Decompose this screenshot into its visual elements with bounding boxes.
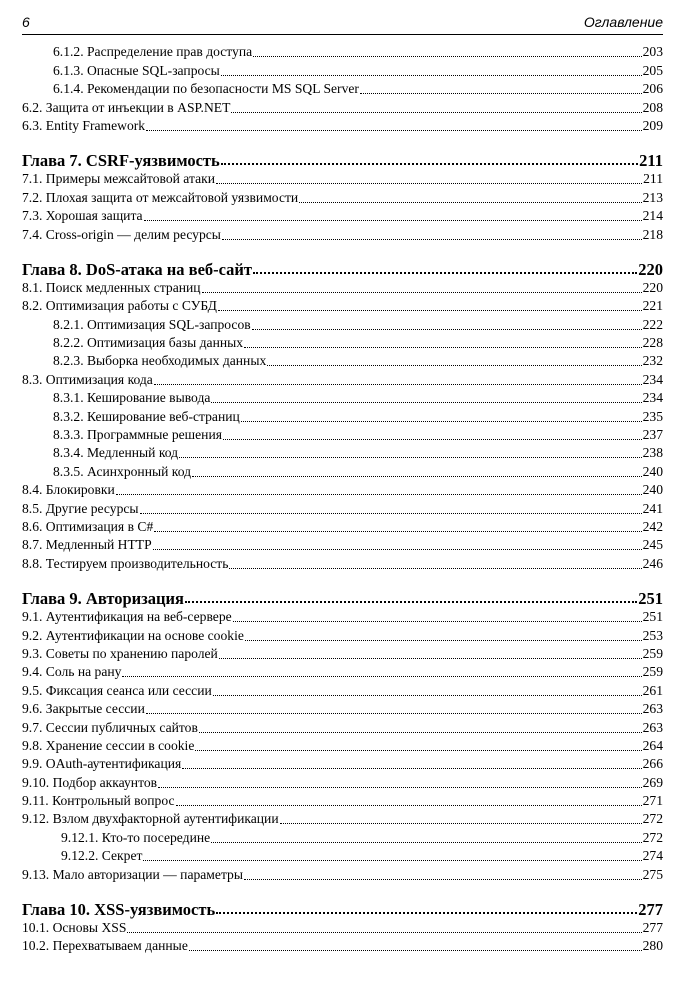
- toc-entry[interactable]: [22, 116, 663, 134]
- dot-leader: [244, 878, 642, 880]
- toc-entry[interactable]: [22, 406, 663, 424]
- toc-entry-title: 10.2. Перехватываем данные: [22, 938, 188, 954]
- dot-leader: [252, 328, 642, 330]
- dot-leader: [299, 201, 641, 203]
- dot-leader: [280, 822, 642, 824]
- page-header: [22, 14, 663, 35]
- toc-entry[interactable]: [22, 535, 663, 553]
- toc-page-number: 208: [642, 99, 663, 115]
- dot-leader: [182, 767, 641, 769]
- toc-page-number: 205: [642, 62, 663, 78]
- dot-leader: [154, 383, 642, 385]
- toc-entry-title: 10.1. Основы XSS: [22, 920, 127, 936]
- toc-entry[interactable]: [22, 187, 663, 205]
- dot-leader: [219, 657, 642, 659]
- toc-entry[interactable]: [22, 699, 663, 717]
- toc-entry-title: 9.11. Контрольный вопрос: [22, 793, 175, 809]
- dot-leader: [241, 420, 642, 422]
- toc-entry-title: 8.3.4. Медленный код: [53, 445, 179, 461]
- toc-entry-title: 7.1. Примеры межсайтовой атаки: [22, 171, 215, 187]
- toc-entry[interactable]: [22, 918, 663, 936]
- toc-page-number: 213: [642, 189, 663, 205]
- toc-entry-title: 8.2. Оптимизация работы с СУБД: [22, 298, 217, 314]
- toc-entry-title: 9.13. Мало авторизации — параметры: [22, 866, 243, 882]
- dot-leader: [195, 749, 641, 751]
- toc-entry[interactable]: [22, 97, 663, 115]
- toc-page-number: 228: [642, 335, 663, 351]
- toc-entry[interactable]: [22, 278, 663, 296]
- toc-page-number: 251: [642, 609, 663, 625]
- dot-leader: [216, 911, 637, 914]
- dot-leader: [221, 74, 642, 76]
- toc-page-number: 234: [642, 371, 663, 387]
- toc-page-number: 271: [642, 793, 663, 809]
- dot-leader: [222, 238, 642, 240]
- dot-leader: [153, 548, 642, 550]
- dot-leader: [199, 731, 642, 733]
- dot-leader: [233, 620, 642, 622]
- dot-leader: [122, 675, 641, 677]
- toc-entry-title: 9.5. Фиксация сеанса или сессии: [22, 682, 212, 698]
- toc-entry[interactable]: [22, 224, 663, 242]
- toc-page-number: 277: [642, 920, 663, 936]
- toc-page-number: 209: [642, 117, 663, 133]
- toc-entry-title: 9.4. Соль на рану: [22, 664, 122, 680]
- toc-entry-title: 6.1.4. Рекомендации по безопасности MS SQL Server: [53, 81, 359, 97]
- dot-leader: [176, 804, 642, 806]
- toc-entry-title: 8.2.1. Оптимизация SQL-запросов: [53, 316, 251, 332]
- toc-page-number: 246: [642, 555, 663, 571]
- toc-page-number: 220: [642, 279, 663, 295]
- toc-page-number: 264: [642, 737, 663, 753]
- toc-entry-title: 9.6. Закрытые сессии: [22, 701, 145, 717]
- toc-entry[interactable]: [22, 936, 663, 954]
- dot-leader: [245, 639, 642, 641]
- toc-entry-title: 9.12.1. Кто-то посередине: [61, 829, 211, 845]
- toc-entry-title: 8.3.1. Кеширование вывода: [53, 390, 211, 406]
- toc-page-number: 238: [642, 445, 663, 461]
- toc-entry[interactable]: [22, 772, 663, 790]
- toc-entry-title: 9.2. Аутентификации на основе cookie: [22, 627, 244, 643]
- toc-entry-title: 8.3.5. Асинхронный код: [53, 463, 192, 479]
- toc-page-number: 214: [642, 208, 663, 224]
- toc-page-number: 274: [642, 848, 663, 864]
- toc-entry-title: 6.3. Entity Framework: [22, 117, 146, 133]
- toc-entry[interactable]: [22, 864, 663, 882]
- toc-entry[interactable]: [22, 296, 663, 314]
- toc-entry-title: 9.7. Сессии публичных сайтов: [22, 719, 198, 735]
- toc-entry-title: 7.4. Cross-origin — делим ресурсы: [22, 226, 221, 242]
- toc-page-number: 218: [642, 226, 663, 242]
- toc-entry-title: 9.9. OAuth-аутентификация: [22, 756, 182, 772]
- toc-chapter-heading[interactable]: [22, 892, 663, 918]
- toc-page-number: 251: [638, 588, 663, 608]
- toc-entry-title: 8.6. Оптимизация в C#: [22, 518, 154, 534]
- toc-entry[interactable]: [22, 443, 663, 461]
- toc-entry[interactable]: [22, 625, 663, 643]
- dot-leader: [253, 55, 641, 57]
- dot-leader: [154, 530, 641, 532]
- toc-page-number: 221: [642, 298, 663, 314]
- toc-page-number: 241: [642, 500, 663, 516]
- toc-entry-title: 7.3. Хорошая защита: [22, 208, 143, 224]
- toc-entry-title: 8.7. Медленный HTTP: [22, 537, 152, 553]
- toc-entry[interactable]: [22, 351, 663, 369]
- toc-entry[interactable]: [22, 333, 663, 351]
- toc-entry[interactable]: [22, 644, 663, 662]
- toc-page-number: 232: [642, 353, 663, 369]
- toc-entry-title: 9.12.2. Секрет: [61, 848, 143, 864]
- toc-page-number: 235: [642, 408, 663, 424]
- toc-page-number: 266: [642, 756, 663, 772]
- toc-entry-title: 9.1. Аутентификация на веб-сервере: [22, 609, 232, 625]
- toc-entry-title: 8.2.3. Выборка необходимых данных: [53, 353, 267, 369]
- toc-entry-title: 9.3. Советы по хранению паролей: [22, 645, 218, 661]
- toc-page-number: 269: [642, 774, 663, 790]
- toc-entry-title: Глава 9. Авторизация: [22, 588, 184, 608]
- dot-leader: [218, 309, 642, 311]
- toc-page-number: 240: [642, 463, 663, 479]
- toc-entry[interactable]: [22, 369, 663, 387]
- toc-entry-title: 6.1.3. Опасные SQL-запросы: [53, 62, 220, 78]
- dot-leader: [116, 493, 642, 495]
- dot-leader: [144, 219, 642, 221]
- toc-entry[interactable]: [22, 607, 663, 625]
- dot-leader: [202, 291, 642, 293]
- running-title: Оглавление: [583, 14, 663, 30]
- toc-entry-title: 8.3.3. Программные решения: [53, 427, 222, 443]
- toc-entry[interactable]: [22, 206, 663, 224]
- dot-leader: [223, 438, 642, 440]
- toc-page-number: 245: [642, 537, 663, 553]
- toc-entry[interactable]: [22, 754, 663, 772]
- toc-chapter-heading[interactable]: [22, 581, 663, 607]
- toc-page-number: 277: [638, 899, 663, 919]
- dot-leader: [127, 931, 641, 933]
- toc-page-number: 275: [642, 866, 663, 882]
- dot-leader: [146, 712, 642, 714]
- dot-leader: [213, 694, 642, 696]
- dot-leader: [179, 456, 642, 458]
- dot-leader: [229, 567, 641, 569]
- toc-chapter-heading[interactable]: [22, 252, 663, 278]
- toc-entry[interactable]: [22, 498, 663, 516]
- toc-page-number: 272: [642, 829, 663, 845]
- dot-leader: [221, 162, 638, 165]
- dot-leader: [146, 129, 642, 131]
- toc-entry[interactable]: [22, 79, 663, 97]
- toc-entry-title: 8.4. Блокировки: [22, 482, 115, 498]
- toc-entry-title: 6.2. Защита от инъекции в ASP.NET: [22, 99, 231, 115]
- toc-entry[interactable]: [22, 169, 663, 187]
- dot-leader: [140, 512, 642, 514]
- toc-entry-title: 8.3.2. Кеширование веб-страниц: [53, 408, 240, 424]
- toc-entry[interactable]: [22, 480, 663, 498]
- toc-page-number: 220: [638, 259, 663, 279]
- toc-entry-title: 8.5. Другие ресурсы: [22, 500, 139, 516]
- dot-leader: [211, 401, 641, 403]
- toc-entry-title: 8.2.2. Оптимизация базы данных: [53, 335, 244, 351]
- toc-page-number: 206: [642, 81, 663, 97]
- dot-leader: [143, 859, 641, 861]
- dot-leader: [158, 786, 642, 788]
- toc-entry-title: Глава 10. XSS-уязвимость: [22, 899, 216, 919]
- dot-leader: [244, 346, 642, 348]
- toc-page-number: 280: [642, 938, 663, 954]
- toc-entry-title: Глава 7. CSRF-уязвимость: [22, 150, 220, 170]
- toc-chapter-heading[interactable]: [22, 143, 663, 169]
- toc-entry[interactable]: [22, 517, 663, 535]
- toc-entry[interactable]: [22, 662, 663, 680]
- toc-page-number: 222: [642, 316, 663, 332]
- dot-leader: [192, 475, 642, 477]
- toc-entry[interactable]: [22, 736, 663, 754]
- dot-leader: [360, 92, 642, 94]
- toc-page-number: 237: [642, 427, 663, 443]
- dot-leader: [267, 364, 641, 366]
- dot-leader: [211, 841, 641, 843]
- toc-page-number: 242: [642, 518, 663, 534]
- toc-entry[interactable]: [22, 425, 663, 443]
- toc-page-number: 263: [642, 719, 663, 735]
- toc-entry-title: 8.1. Поиск медленных страниц: [22, 279, 201, 295]
- toc-entry[interactable]: [22, 846, 663, 864]
- toc-entry-title: 8.3. Оптимизация кода: [22, 371, 153, 387]
- dot-leader: [216, 182, 642, 184]
- toc-entry-title: 8.8. Тестируем производительность: [22, 555, 229, 571]
- toc-page-number: 253: [642, 627, 663, 643]
- toc-page-number: 263: [642, 701, 663, 717]
- toc-page-number: 240: [642, 482, 663, 498]
- toc-entry[interactable]: [22, 809, 663, 827]
- toc-page-number: 203: [642, 44, 663, 60]
- toc-page-number: 259: [642, 645, 663, 661]
- toc-entry-title: Глава 8. DoS-атака на веб-сайт: [22, 259, 253, 279]
- table-of-contents: [22, 42, 663, 954]
- toc-entry[interactable]: [22, 717, 663, 735]
- toc-entry[interactable]: [22, 553, 663, 571]
- dot-leader: [185, 600, 637, 603]
- toc-entry-title: 6.1.2. Распределение прав доступа: [53, 44, 253, 60]
- toc-entry[interactable]: [22, 314, 663, 332]
- toc-page-number: 234: [642, 390, 663, 406]
- dot-leader: [231, 111, 641, 113]
- toc-page-number: 211: [639, 150, 663, 170]
- toc-page-number: 211: [643, 171, 663, 187]
- toc-entry[interactable]: [22, 791, 663, 809]
- toc-entry[interactable]: [22, 461, 663, 479]
- toc-entry-title: 9.12. Взлом двухфакторной аутентификации: [22, 811, 279, 827]
- toc-page-number: 261: [642, 682, 663, 698]
- toc-entry-title: 9.8. Хранение сессии в cookie: [22, 737, 195, 753]
- toc-entry[interactable]: [22, 388, 663, 406]
- toc-entry[interactable]: [22, 680, 663, 698]
- page-number: 6: [22, 14, 30, 30]
- dot-leader: [253, 271, 637, 274]
- toc-page-number: 272: [642, 811, 663, 827]
- toc-entry-title: 7.2. Плохая защита от межсайтовой уязвимости: [22, 189, 299, 205]
- toc-page-number: 259: [642, 664, 663, 680]
- toc-entry[interactable]: [22, 42, 663, 60]
- toc-entry-title: 9.10. Подбор аккаунтов: [22, 774, 158, 790]
- dot-leader: [189, 949, 642, 951]
- toc-entry[interactable]: [22, 827, 663, 845]
- toc-entry[interactable]: [22, 60, 663, 78]
